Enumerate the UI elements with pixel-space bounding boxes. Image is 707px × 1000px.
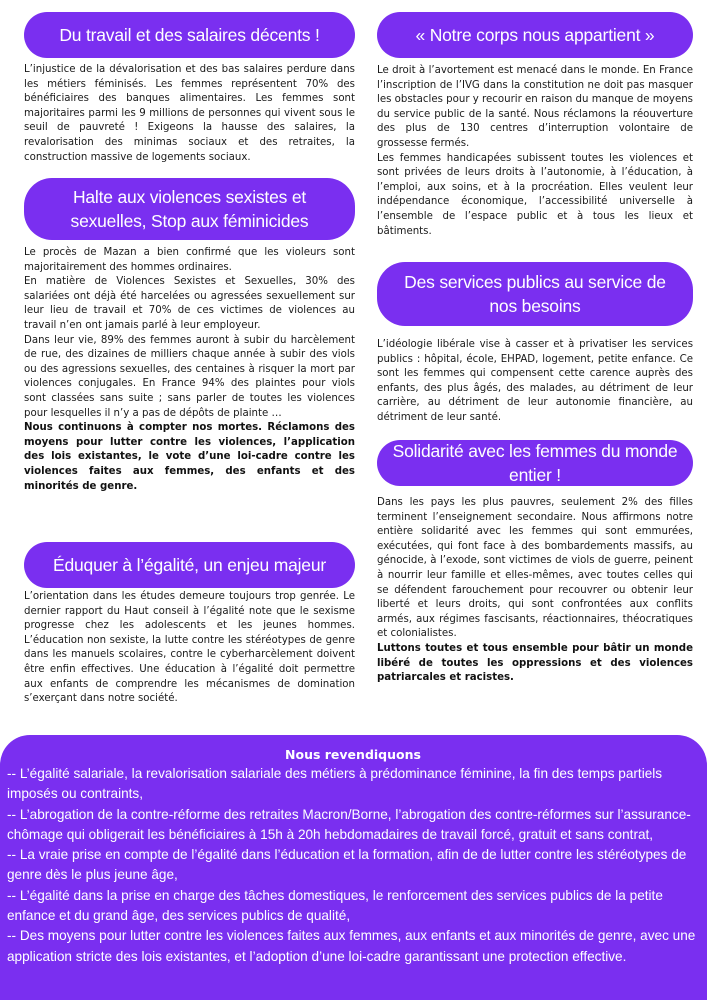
section-heading-solidarity: Solidarité avec les femmes du monde entier ! <box>377 440 693 486</box>
demands-title: Nous revendiquons <box>285 747 421 762</box>
demand-item: -- La vraie prise en compte de l’égalité dans l’éducation et la formation, afin de de lutter contre les stéréotypes de genre dès le plus jeune âge, <box>7 847 687 883</box>
section-text-education: L’orientation dans les études demeure toujours trop genrée. Le dernier rapport du Haut conseil à l’égalité note que le sexisme progresse chez les adolescents et les jeunes hommes. L’éducation non sexiste, la lutte contre les stéréotypes de genre dans les manuels scolaires, contre le cyberharcèlement doivent être enfin effectives. Une éducation à l’égalité doit permettre aux enfants de comprendre les mécanismes de domination s’exerçant dans notre société. <box>24 591 355 705</box>
section-text-sexist-violence: Le procès de Mazan a bien confirmé que les violeurs sont majoritairement des hommes ordinaires. En matière de Violences Sexistes et Sexuelles, 30% des salariées ont déjà été harcelées ou agressées sexuellement sur leur lieu de travail et 70% de ces victimes de violences au travail n’en ont jamais parlé à leur employeur. Dans leur vie, 89% des femmes auront à subir du harcèlement de rue, des dizaines de milliers chaque année à subir des viols ou des agressions sexuelles, des centaines à risquer la mort par violences conjugales. En France 94% des plaintes pour viols sont classées sans suite ; sans parler de toutes les violences pour lesquelles il n’y a pas de dépôts de plainte … Nous continuons à compter nos mortes. Réclamons des moyens pour lutter contre les violences, l’application des lois existantes, le vote d’une loi-cadre contre les violences faites aux femmes, des enfants et des minorités de genre. <box>24 246 355 494</box>
section-heading-public-services: Des services publics au service de nos besoins <box>377 262 693 326</box>
section-text-decent-work: L’injustice de la dévalorisation et des bas salaires perdure dans les métiers féminisés. Les femmes représentent 70% des bénéficiaires des banques alimentaires. Les femmes sont majoritaires parmi les 9 millions de personnes qui vivent sous le seuil de pauvreté ! Exigeons la hausse des salaires, la revalorisation des minimas sociaux et des retraites, la construction massive de logements sociaux. <box>24 64 355 163</box>
demand-item: -- Des moyens pour lutter contre les violences faites aux femmes, aux enfants et aux minorités de genre, avec une application stricte des lois existantes, et l’adoption d’une loi-cadre garantissant une protection effective. <box>7 928 696 964</box>
call-to-action-text: Nous continuons à compter nos mortes. Réclamons des moyens pour lutter contre les violences, l’application des lois existantes, le vote d’une loi-cadre contre les violences faites aux femmes, des enfants et des minorités de genre. <box>24 422 355 492</box>
demand-item: -- L’égalité salariale, la revalorisation salariale des métiers à prédominance féminine, la fin des temps partiels imposés ou contraints, <box>7 766 663 802</box>
section-heading-sexist-violence: Halte aux violences sexistes et sexuelles, Stop aux féminicides <box>24 178 355 240</box>
section-text-solidarity: Dans les pays les plus pauvres, seulement 2% des filles terminent l’enseignement secondaire. Nous affirmons notre entière solidarité avec les femmes qui sont emmurées, exécutées, qui font face à des bombardements massifs, au génocide, à l’exode, sont victimes de viols de guerre, peinent à nourrir leur famille et elles-mêmes, avec toutes celles qui se défendent farouchement pour recouvrer ou obtenir leur liberté et leurs droits, qui sont confrontées aux conflits armés, aux régimes fascisants, réactionnaires, théocratiques et colonialistes. Luttons toutes et tous ensemble pour bâtir un monde libéré de toutes les oppressions et des violences patriarcales et racistes. <box>377 496 693 686</box>
demands-box <box>0 735 707 1000</box>
demand-item: -- L’égalité dans la prise en charge des tâches domestiques, le renforcement des services publics de la petite enfance et du grand âge, des services publics de qualité, <box>7 887 663 924</box>
demand-item: -- L’abrogation de la contre-réforme des retraites Macron/Borne, l’abrogation des contre-réformes sur l’assurance-chômage qui obligerait les bénéficiaires à 15h à 20h hebdomadaires de travail forcé, gratuit et sans contrat, <box>7 806 691 842</box>
section-text-public-services: L’idéologie libérale vise à casser et à privatiser les services publics : hôpital, école, EHPAD, logement, petite enfance. Ce sont les femmes qui compensent cette carence auprès des enfants, des plus âgés, des malades, au détriment de leur carrière, au détriment de leur autonomie financière, au détriment de leur santé. <box>377 339 693 423</box>
section-text-our-body: Le droit à l’avortement est menacé dans le monde. En France l’inscription de l’IVG dans la constitution ne doit pas masquer les obstacles pour y recourir en raison du manque de moyens du service public de la santé. Nous réclamons la réouverture des plus de 130 centres d’interruption volontaire de grossesse fermés. Les femmes handicapées subissent toutes les violences et sont privées de leurs droits à l’autonomie, à l’éducation, à l’emploi, aux soins, et à la procréation. Elles veulent leur indépendance économique, l’accessibilité universelle à l’ensemble de l’espace public et à tous les lieux et bâtiments. <box>377 65 693 237</box>
solidarity-call-text: Luttons toutes et tous ensemble pour bâtir un monde libéré de toutes les oppressions et des violences patriarcales et racistes. <box>377 642 693 684</box>
section-heading-decent-work: Du travail et des salaires décents ! <box>24 12 355 58</box>
section-heading-education: Éduquer à l’égalité, un enjeu majeur <box>24 542 355 588</box>
section-heading-our-body: « Notre corps nous appartient » <box>377 12 693 58</box>
demands-list <box>7 764 699 967</box>
